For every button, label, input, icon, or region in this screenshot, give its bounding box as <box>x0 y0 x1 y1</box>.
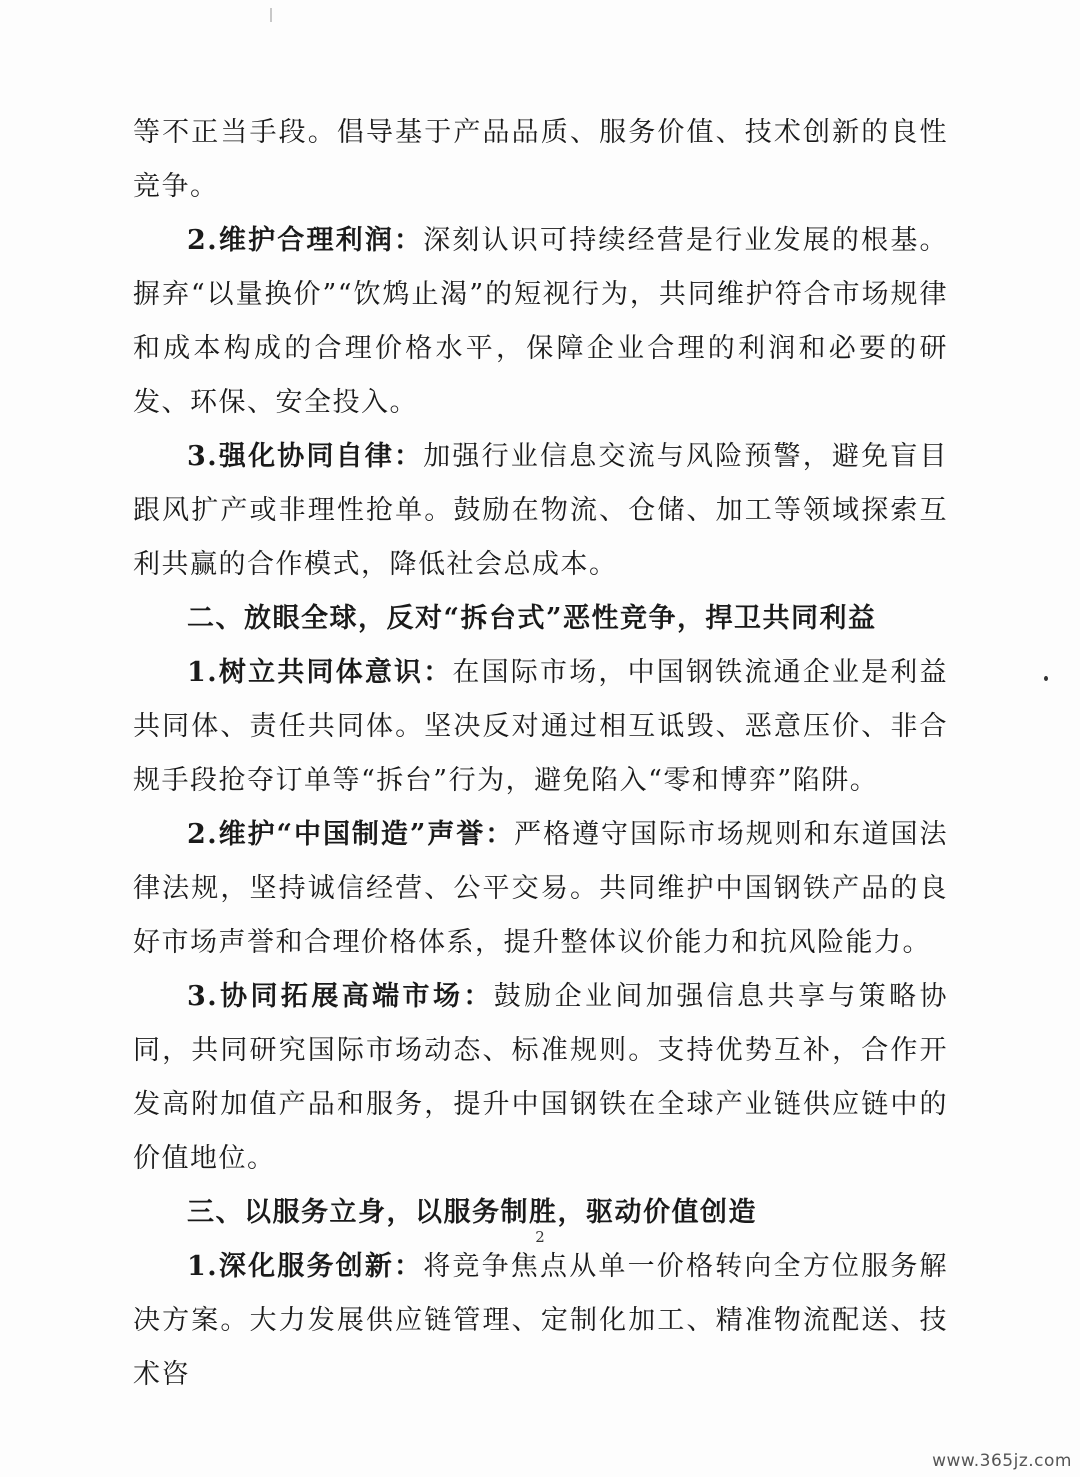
scan-artifact-mark <box>270 8 272 22</box>
paragraph-lead: 2.维护“中国制造”声誉： <box>187 819 515 850</box>
paragraph-text: 在国际市场，中国钢铁流通企业是利益共同体、责任共同体。坚决反对通过相互诋毁、恶意压价、非合规手段抢夺订单等“拆台”行为，避免陷入“零和博弈”陷阱。 <box>133 657 949 796</box>
paragraph-lead: 3.协同拓展高端市场： <box>187 981 494 1012</box>
paragraph-item <box>133 646 948 808</box>
paragraph-lead: 3.强化协同自律： <box>187 441 424 472</box>
paragraph-continuation <box>133 106 948 214</box>
paragraph-text: 将竞争焦点从单一价格转向全方位服务解决方案。大力发展供应链管理、定制化加工、精准物流配送、技术咨 <box>133 1251 949 1390</box>
paragraph-text: 鼓励企业间加强信息共享与策略协同，共同研究国际市场动态、标准规则。支持优势互补，合作开发高附加值产品和服务，提升中国钢铁在全球产业链供应链中的价值地位。 <box>133 981 949 1174</box>
paragraph-text: 严格遵守国际市场规则和东道国法律法规，坚持诚信经营、公平交易。共同维护中国钢铁产品的良好市场声誉和合理价格体系，提升整体议价能力和抗风险能力。 <box>133 819 948 958</box>
paragraph-text: 等不正当手段。倡导基于产品品质、服务价值、技术创新的良性竞争。 <box>133 117 948 202</box>
paragraph-item <box>133 214 948 430</box>
section-heading: 三、以服务立身，以服务制胜，驱动价值创造 <box>187 1197 757 1228</box>
page-number: 2 <box>535 1228 545 1246</box>
paragraph-item <box>133 430 948 592</box>
paragraph-item <box>133 970 948 1186</box>
paragraph-item <box>133 808 948 970</box>
paragraph-text: 深刻认识可持续经营是行业发展的根基。摒弃“以量换价”“饮鸩止渴”的短视行为，共同维护符合市场规律和成本构成的合理价格水平，保障企业合理的利润和必要的研发、环保、安全投入。 <box>133 225 949 418</box>
paragraph-lead: 1.深化服务创新： <box>187 1251 424 1282</box>
paragraph-lead: 2.维护合理利润： <box>187 225 424 256</box>
scan-artifact-dot <box>1044 676 1048 681</box>
document-body <box>133 106 948 1402</box>
site-watermark: www.365jz.com <box>932 1451 1072 1471</box>
paragraph-text: 加强行业信息交流与风险预警，避免盲目跟风扩产或非理性抢单。鼓励在物流、仓储、加工等领域探索互利共赢的合作模式，降低社会总成本。 <box>133 441 949 580</box>
section-heading: 二、放眼全球，反对“拆台式”恶性竞争，捍卫共同利益 <box>187 603 877 634</box>
paragraph-item <box>133 1240 948 1402</box>
paragraph-lead: 1.树立共同体意识： <box>187 657 453 688</box>
